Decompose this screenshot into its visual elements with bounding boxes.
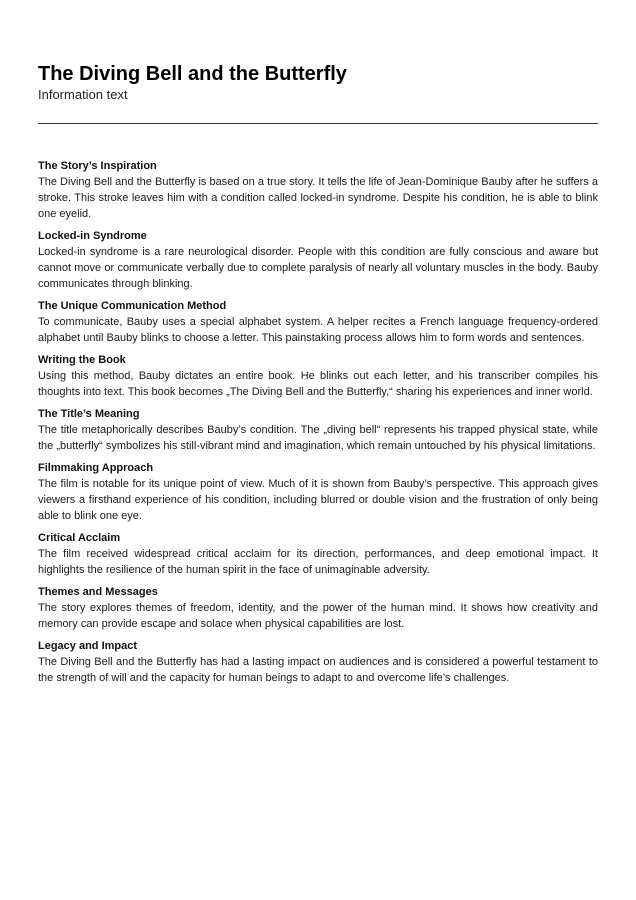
section-heading: Legacy and Impact: [38, 640, 138, 652]
section-body: The film is notable for its unique point of view. Much of it is shown from Bauby’s perspective. This approach gives viewers a firsthand experience of his condition, including blurred or double vision and the frustration of only being able to blink one eye.: [38, 478, 598, 522]
section-heading: Filmmaking Approach: [38, 462, 154, 474]
section-heading: The Title’s Meaning: [38, 408, 140, 420]
section-body: The Diving Bell and the Butterfly has had a lasting impact on audiences and is considered a powerful testament to the strength of will and the capacity for human beings to adapt to and overcome life’s challenges.: [38, 656, 598, 684]
section-heading: Themes and Messages: [38, 586, 158, 598]
section-body: The Diving Bell and the Butterfly is based on a true story. It tells the life of Jean-Dominique Bauby after he suffers a stroke. This stroke leaves him with a condition called locked-in syndrome. Despite his condition, he is able to blink one eyelid.: [38, 176, 598, 220]
section-heading: The Story’s Inspiration: [38, 160, 157, 172]
section-body: The title metaphorically describes Bauby’s condition. The „diving bell“ represents his trapped physical state, while the „butterfly“ symbolizes his still-vibrant mind and imagination, which remain untouched by his physical limitations.: [38, 424, 598, 452]
section-body: The story explores themes of freedom, identity, and the power of the human mind. It shows how creativity and memory can provide escape and solace when physical capabilities are lost.: [38, 602, 598, 630]
section-heading: Critical Acclaim: [38, 532, 121, 544]
section-heading: The Unique Communication Method: [38, 300, 227, 312]
section-story-inspiration: [38, 159, 598, 222]
section-body: Locked-in syndrome is a rare neurological disorder. People with this condition are fully conscious and aware but cannot move or communicate verbally due to complete paralysis of nearly all voluntary muscles in the body. Bauby communicates through blinking.: [38, 246, 598, 290]
header-divider: [38, 123, 598, 124]
section-critical-acclaim: [38, 531, 598, 578]
section-heading: Locked-in Syndrome: [38, 230, 147, 242]
section-body: To communicate, Bauby uses a special alphabet system. A helper recites a French language frequency-ordered alphabet until Bauby blinks to choose a letter. This painstaking process allows him to form words and sentences.: [38, 316, 598, 344]
section-communication-method: [38, 299, 598, 346]
section-legacy-impact: [38, 639, 598, 686]
section-themes-messages: [38, 585, 598, 632]
section-title-meaning: [38, 407, 598, 454]
section-writing-the-book: [38, 353, 598, 400]
section-body: The film received widespread critical acclaim for its direction, performances, and deep emotional impact. It highlights the resilience of the human spirit in the face of unimaginable adversity.: [38, 548, 598, 576]
document-title: The Diving Bell and the Butterfly: [38, 63, 347, 85]
sections-list: [38, 159, 598, 686]
section-body: Using this method, Bauby dictates an entire book. He blinks out each letter, and his transcriber compiles his thoughts into text. This book becomes „The Diving Bell and the Butterfly,“ sharing his experiences and inner world.: [38, 370, 598, 398]
section-filmmaking-approach: [38, 461, 598, 524]
section-heading: Writing the Book: [38, 354, 126, 366]
document-subtitle: Information text: [38, 87, 128, 102]
section-locked-in-syndrome: [38, 229, 598, 292]
